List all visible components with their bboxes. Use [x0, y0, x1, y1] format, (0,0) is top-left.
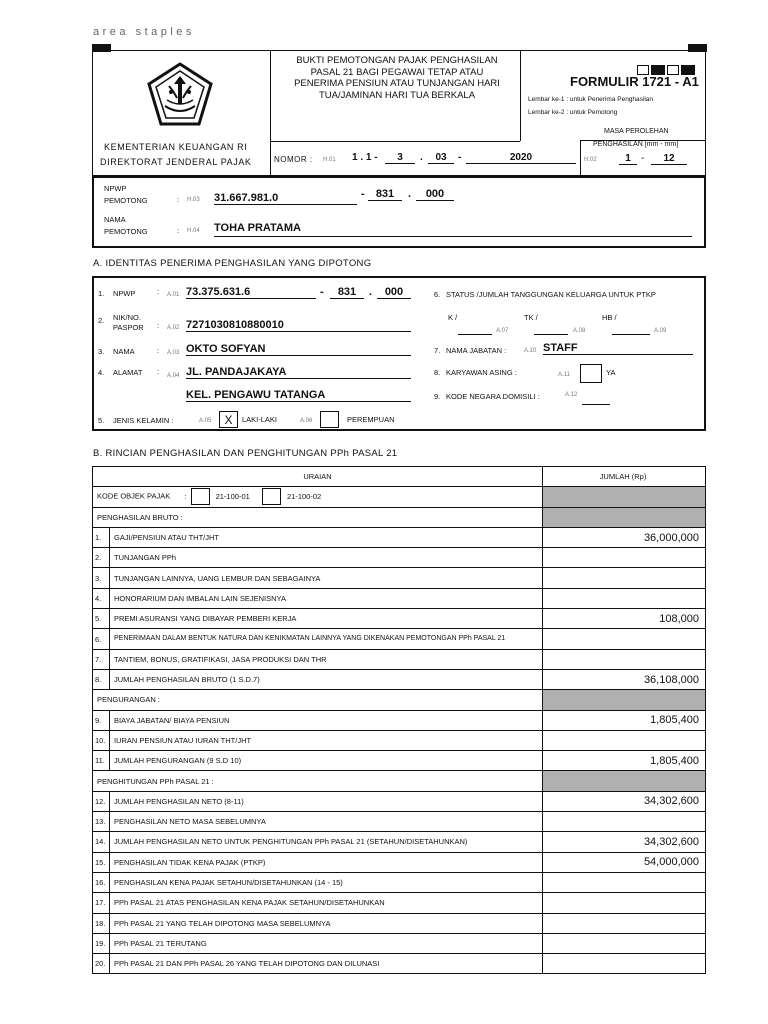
row-amount[interactable]: 54,000,000: [543, 852, 706, 872]
masa-label-1: MASA PEROLEHAN: [604, 128, 669, 135]
row-label: GAJI/PENSIUN ATAU THT/JHT: [110, 527, 543, 547]
row-amount[interactable]: [543, 649, 706, 669]
a-alamat-colon: :: [157, 367, 160, 376]
a05-code: A.05: [199, 418, 212, 424]
a-nik-label: NIK/NO. PASPOR: [113, 313, 144, 332]
row-amount[interactable]: [543, 933, 706, 953]
row-amount[interactable]: 1,805,400: [543, 710, 706, 730]
a11-code: A.11: [558, 372, 570, 378]
table-row: [93, 872, 706, 892]
karyawan-asing-checkbox[interactable]: [580, 364, 602, 383]
row-amount[interactable]: [543, 872, 706, 892]
row-label: IURAN PENSIUN ATAU IURAN THT/JHT: [110, 730, 543, 750]
a-asing-no: 8.: [434, 368, 441, 377]
kode-negara-field[interactable]: [582, 404, 610, 405]
row-number: 3.: [93, 568, 110, 588]
a-npwp-no: 1.: [98, 289, 105, 298]
table-row: [93, 649, 706, 669]
a-nama-no: 3.: [98, 347, 105, 356]
lembar-1-note: Lembar ke-1 : untuk Penerima Penghasilan: [528, 96, 654, 103]
a-asing-label: KARYAWAN ASING :: [446, 368, 517, 377]
nomor-dash: -: [458, 152, 462, 163]
row-label: PENERIMAAN DALAM BENTUK NATURA DAN KENIKMATAN LAINNYA YANG DIKENAKAN PEMOTONGAN PPh PASAL 21: [110, 629, 543, 649]
row-amount[interactable]: [543, 588, 706, 608]
a-nama-value: OKTO SOFYAN: [186, 343, 411, 356]
row-amount[interactable]: [543, 629, 706, 649]
section-b-title: B. RINCIAN PENGHASILAN DAN PENGHITUNGAN PPh PASAL 21: [93, 448, 398, 459]
row-number: 4.: [93, 588, 110, 608]
kementerian-label: KEMENTERIAN KEUANGAN RI: [104, 142, 248, 152]
row-number: 17.: [93, 893, 110, 913]
table-row: [93, 629, 706, 649]
nomor-part-1: 1 . 1 -: [352, 152, 378, 163]
npwp-pemotong-dot: .: [408, 188, 412, 200]
table-row: [93, 568, 706, 588]
table-row: [93, 913, 706, 933]
row-amount[interactable]: [543, 730, 706, 750]
rincian-table: [92, 466, 706, 974]
row-label: JUMLAH PENGHASILAN NETO UNTUK PENGHITUNGAN PPh PASAL 21 (SETAHUN/DISETAHUNKAN): [110, 832, 543, 852]
penghitungan-header-amount: [543, 771, 706, 791]
kode-21-100-01-label: 21-100-01: [215, 491, 250, 501]
row-label: TUNJANGAN LAINNYA, UANG LEMBUR DAN SEBAGAINYA: [110, 568, 543, 588]
a01-code: A.01: [167, 292, 180, 298]
table-row: [93, 812, 706, 832]
row-label: PENGHASILAN KENA PAJAK SETAHUN/DISETAHUNKAN (14 - 15): [110, 872, 543, 892]
row-amount[interactable]: 1,805,400: [543, 751, 706, 771]
masa-to: 12: [651, 153, 687, 165]
nama-pemotong-value: TOHA PRATAMA: [214, 222, 692, 237]
nomor-label: NOMOR :: [274, 155, 313, 164]
a-jabatan-no: 7.: [434, 346, 441, 355]
nama-pemotong-colon: :: [177, 226, 180, 235]
pengurangan-header-row: [93, 690, 706, 710]
row-number: 16.: [93, 872, 110, 892]
a06-code: A.06: [300, 418, 313, 424]
a-alamat-label: ALAMAT: [113, 368, 143, 377]
a-alamat-line-1: JL. PANDAJAKAYA: [186, 366, 411, 379]
a-nama-colon: :: [157, 346, 160, 355]
a-status-no: 6.: [434, 290, 441, 299]
formulir-title: FORMULIR 1721 - A1: [570, 74, 699, 89]
row-amount[interactable]: [543, 913, 706, 933]
table-row: [93, 954, 706, 974]
row-amount[interactable]: [543, 548, 706, 568]
kode-21-100-01-checkbox[interactable]: [191, 488, 210, 505]
table-row: [93, 710, 706, 730]
ptkp-hb-field[interactable]: [612, 334, 650, 335]
row-label: PENGHASILAN NETO MASA SEBELUMNYA: [110, 812, 543, 832]
row-number: 19.: [93, 933, 110, 953]
row-number: 2.: [93, 548, 110, 568]
row-amount[interactable]: 108,000: [543, 609, 706, 629]
h02-code: H.02: [584, 157, 597, 163]
a-alamat-no: 4.: [98, 368, 105, 377]
row-number: 20.: [93, 954, 110, 974]
col-jumlah-header: JUMLAH (Rp): [543, 467, 706, 487]
a03-code: A.03: [167, 350, 180, 356]
bruto-rows: [93, 527, 706, 689]
staples-area-label: area staples: [93, 26, 195, 38]
row-label: TANTIEM, BONUS, GRATIFIKASI, JASA PRODUKSI DAN THR: [110, 649, 543, 669]
npwp-pemotong-label: NPWP PEMOTONG: [104, 184, 148, 205]
row-number: 1.: [93, 527, 110, 547]
ptkp-hb-label: HB /: [602, 313, 617, 322]
nomor-part-4: 2020: [466, 152, 576, 164]
table-row: [93, 893, 706, 913]
npwp-pemotong-value: 31.667.981.0: [214, 192, 357, 205]
a-jk-label: JENIS KELAMIN :: [113, 416, 174, 425]
a-npwp-dash: -: [320, 286, 324, 298]
a07-code: A.07: [496, 328, 509, 334]
direktorat-label: DIREKTORAT JENDERAL PAJAK: [100, 157, 252, 167]
row-amount[interactable]: [543, 893, 706, 913]
bruto-header-amount: [543, 507, 706, 527]
row-amount[interactable]: [543, 954, 706, 974]
kode-21-100-02-label: 21-100-02: [286, 491, 322, 501]
table-row: [93, 791, 706, 811]
row-number: 12.: [93, 791, 110, 811]
row-label: HONORARIUM DAN IMBALAN LAIN SEJENISNYA: [110, 588, 543, 608]
row-number: 18.: [93, 913, 110, 933]
nomor-part-3: 03: [428, 152, 454, 164]
table-header-row: [93, 467, 706, 487]
a-npwp-kpp: 831: [330, 286, 364, 299]
penghitungan-header: PENGHITUNGAN PPh PASAL 21 :: [93, 771, 543, 791]
row-amount[interactable]: 36,000,000: [543, 527, 706, 547]
karyawan-asing-ya-label: YA: [606, 368, 616, 377]
pengurangan-header-amount: [543, 690, 706, 710]
kode-objek-colon: :: [184, 491, 187, 501]
section-a-title: A. IDENTITAS PENERIMA PENGHASILAN YANG DIPOTONG: [93, 258, 372, 269]
row-number: 10.: [93, 730, 110, 750]
a-alamat-line-2: KEL. PENGAWU TATANGA: [186, 389, 411, 402]
row-number: 15.: [93, 852, 110, 872]
a-nik-no: 2.: [98, 316, 105, 325]
a-jk-no: 5.: [98, 416, 105, 425]
row-number: 6.: [93, 629, 110, 649]
laki-laki-label: LAKI-LAKI: [242, 415, 278, 424]
a04-code: A.04: [167, 373, 180, 379]
a-nik-value: 7271030810880010: [186, 319, 411, 332]
table-row: [93, 933, 706, 953]
table-row: [93, 527, 706, 547]
a-nama-label: NAMA: [113, 347, 135, 356]
a10-code: A.10: [524, 348, 537, 354]
a-jabatan-value: STAFF: [543, 342, 693, 355]
a-negara-no: 9.: [434, 392, 441, 401]
row-label: PPh PASAL 21 ATAS PENGHASILAN KENA PAJAK SETAHUN/DISETAHUNKAN: [110, 893, 543, 913]
table-row: [93, 609, 706, 629]
a-jabatan-label: NAMA JABATAN :: [446, 346, 507, 355]
lembar-2-note: Lembar ke-2 : untuk Pemotong: [528, 109, 618, 116]
a-status-label: STATUS /JUMLAH TANGGUNGAN KELUARGA UNTUK PTKP: [446, 290, 656, 299]
row-amount[interactable]: 36,108,000: [543, 669, 706, 689]
a-npwp-label: NPWP: [113, 289, 136, 298]
kemenkeu-emblem-icon: [147, 62, 213, 126]
pengurangan-rows: [93, 710, 706, 771]
npwp-pemotong-cabang: 000: [416, 188, 454, 201]
col-uraian-header: URAIAN: [93, 467, 543, 487]
row-label: PREMI ASURANSI YANG DIBAYAR PEMBERI KERJA: [110, 609, 543, 629]
row-label: TUNJANGAN PPh: [110, 548, 543, 568]
table-row: [93, 730, 706, 750]
a12-code: A.12: [565, 392, 578, 398]
a-npwp-value: 73.375.631.6: [186, 286, 316, 299]
laki-laki-checkbox[interactable]: X: [219, 411, 238, 428]
a-npwp-dot: .: [369, 286, 373, 298]
ptkp-tk-label: TK /: [524, 313, 538, 322]
form-title: BUKTI PEMOTONGAN PAJAK PENGHASILAN PASAL 21 BAGI PEGAWAI TETAP ATAU PENERIMA PENSIUN ATAU TUNJANGAN HARI TUA/JAMINAN HARI TUA BERKALA: [294, 55, 500, 101]
row-number: 7.: [93, 649, 110, 669]
row-label: PPh PASAL 21 TERUTANG: [110, 933, 543, 953]
a-nik-colon: :: [157, 321, 160, 330]
row-number: 9.: [93, 710, 110, 730]
row-amount[interactable]: [543, 568, 706, 588]
npwp-pemotong-kpp: 831: [368, 188, 402, 201]
nomor-dot: .: [420, 152, 423, 163]
masa-dash: -: [641, 153, 645, 164]
kode-21-100-02-checkbox[interactable]: [262, 488, 281, 505]
kode-objek-row: [93, 487, 706, 507]
row-number: 5.: [93, 609, 110, 629]
row-number: 14.: [93, 832, 110, 852]
row-label: PENGHASILAN TIDAK KENA PAJAK (PTKP): [110, 852, 543, 872]
row-label: JUMLAH PENGHASILAN BRUTO (1 S.D.7): [110, 669, 543, 689]
perempuan-checkbox[interactable]: [320, 411, 339, 428]
ptkp-k-field[interactable]: [458, 334, 492, 335]
row-label: JUMLAH PENGHASILAN NETO (8-11): [110, 791, 543, 811]
row-label: JUMLAH PENGURANGAN (9 S.D 10): [110, 751, 543, 771]
table-row: [93, 852, 706, 872]
masa-from: 1: [619, 153, 637, 165]
perempuan-label: PEREMPUAN: [347, 415, 395, 424]
ptkp-tk-field[interactable]: [534, 334, 568, 335]
table-row: [93, 548, 706, 568]
penghitungan-rows: [93, 791, 706, 974]
a02-code: A.02: [167, 325, 180, 331]
masa-label-2: PENGHASILAN [mm - mm]: [593, 141, 679, 148]
row-number: 11.: [93, 751, 110, 771]
row-number: 8.: [93, 669, 110, 689]
h01-code: H.01: [323, 157, 336, 163]
table-row: [93, 751, 706, 771]
kode-objek-amount-cell: [543, 487, 706, 507]
nama-pemotong-label: NAMA PEMOTONG: [104, 215, 148, 236]
kode-objek-cell: [93, 487, 543, 507]
a09-code: A.09: [654, 328, 667, 334]
h04-code: H.04: [187, 228, 200, 234]
penghitungan-header-row: [93, 771, 706, 791]
bruto-header: PENGHASILAN BRUTO :: [93, 507, 543, 527]
a-npwp-colon: :: [157, 287, 160, 296]
nomor-part-2: 3: [385, 152, 415, 164]
table-row: [93, 832, 706, 852]
row-label: PPh PASAL 21 DAN PPh PASAL 26 YANG TELAH DIPOTONG DAN DILUNASI: [110, 954, 543, 974]
a08-code: A.08: [573, 328, 586, 334]
row-amount[interactable]: [543, 812, 706, 832]
row-label: BIAYA JABATAN/ BIAYA PENSIUN: [110, 710, 543, 730]
row-amount[interactable]: 34,302,600: [543, 791, 706, 811]
npwp-pemotong-dash: -: [361, 188, 365, 200]
table-row: [93, 669, 706, 689]
row-number: 13.: [93, 812, 110, 832]
row-label: PPh PASAL 21 YANG TELAH DIPOTONG MASA SEBELUMNYA: [110, 913, 543, 933]
a-npwp-cabang: 000: [377, 286, 411, 299]
table-row: [93, 588, 706, 608]
kode-objek-label: KODE OBJEK PAJAK: [97, 491, 171, 501]
ptkp-k-label: K /: [448, 313, 458, 322]
npwp-pemotong-colon: :: [177, 195, 180, 204]
h03-code: H.03: [187, 197, 200, 203]
pengurangan-header: PENGURANGAN :: [93, 690, 543, 710]
a-negara-label: KODE NEGARA DOMISILI :: [446, 392, 540, 401]
bruto-header-row: [93, 507, 706, 527]
pemotong-box: [92, 176, 706, 248]
row-amount[interactable]: 34,302,600: [543, 832, 706, 852]
